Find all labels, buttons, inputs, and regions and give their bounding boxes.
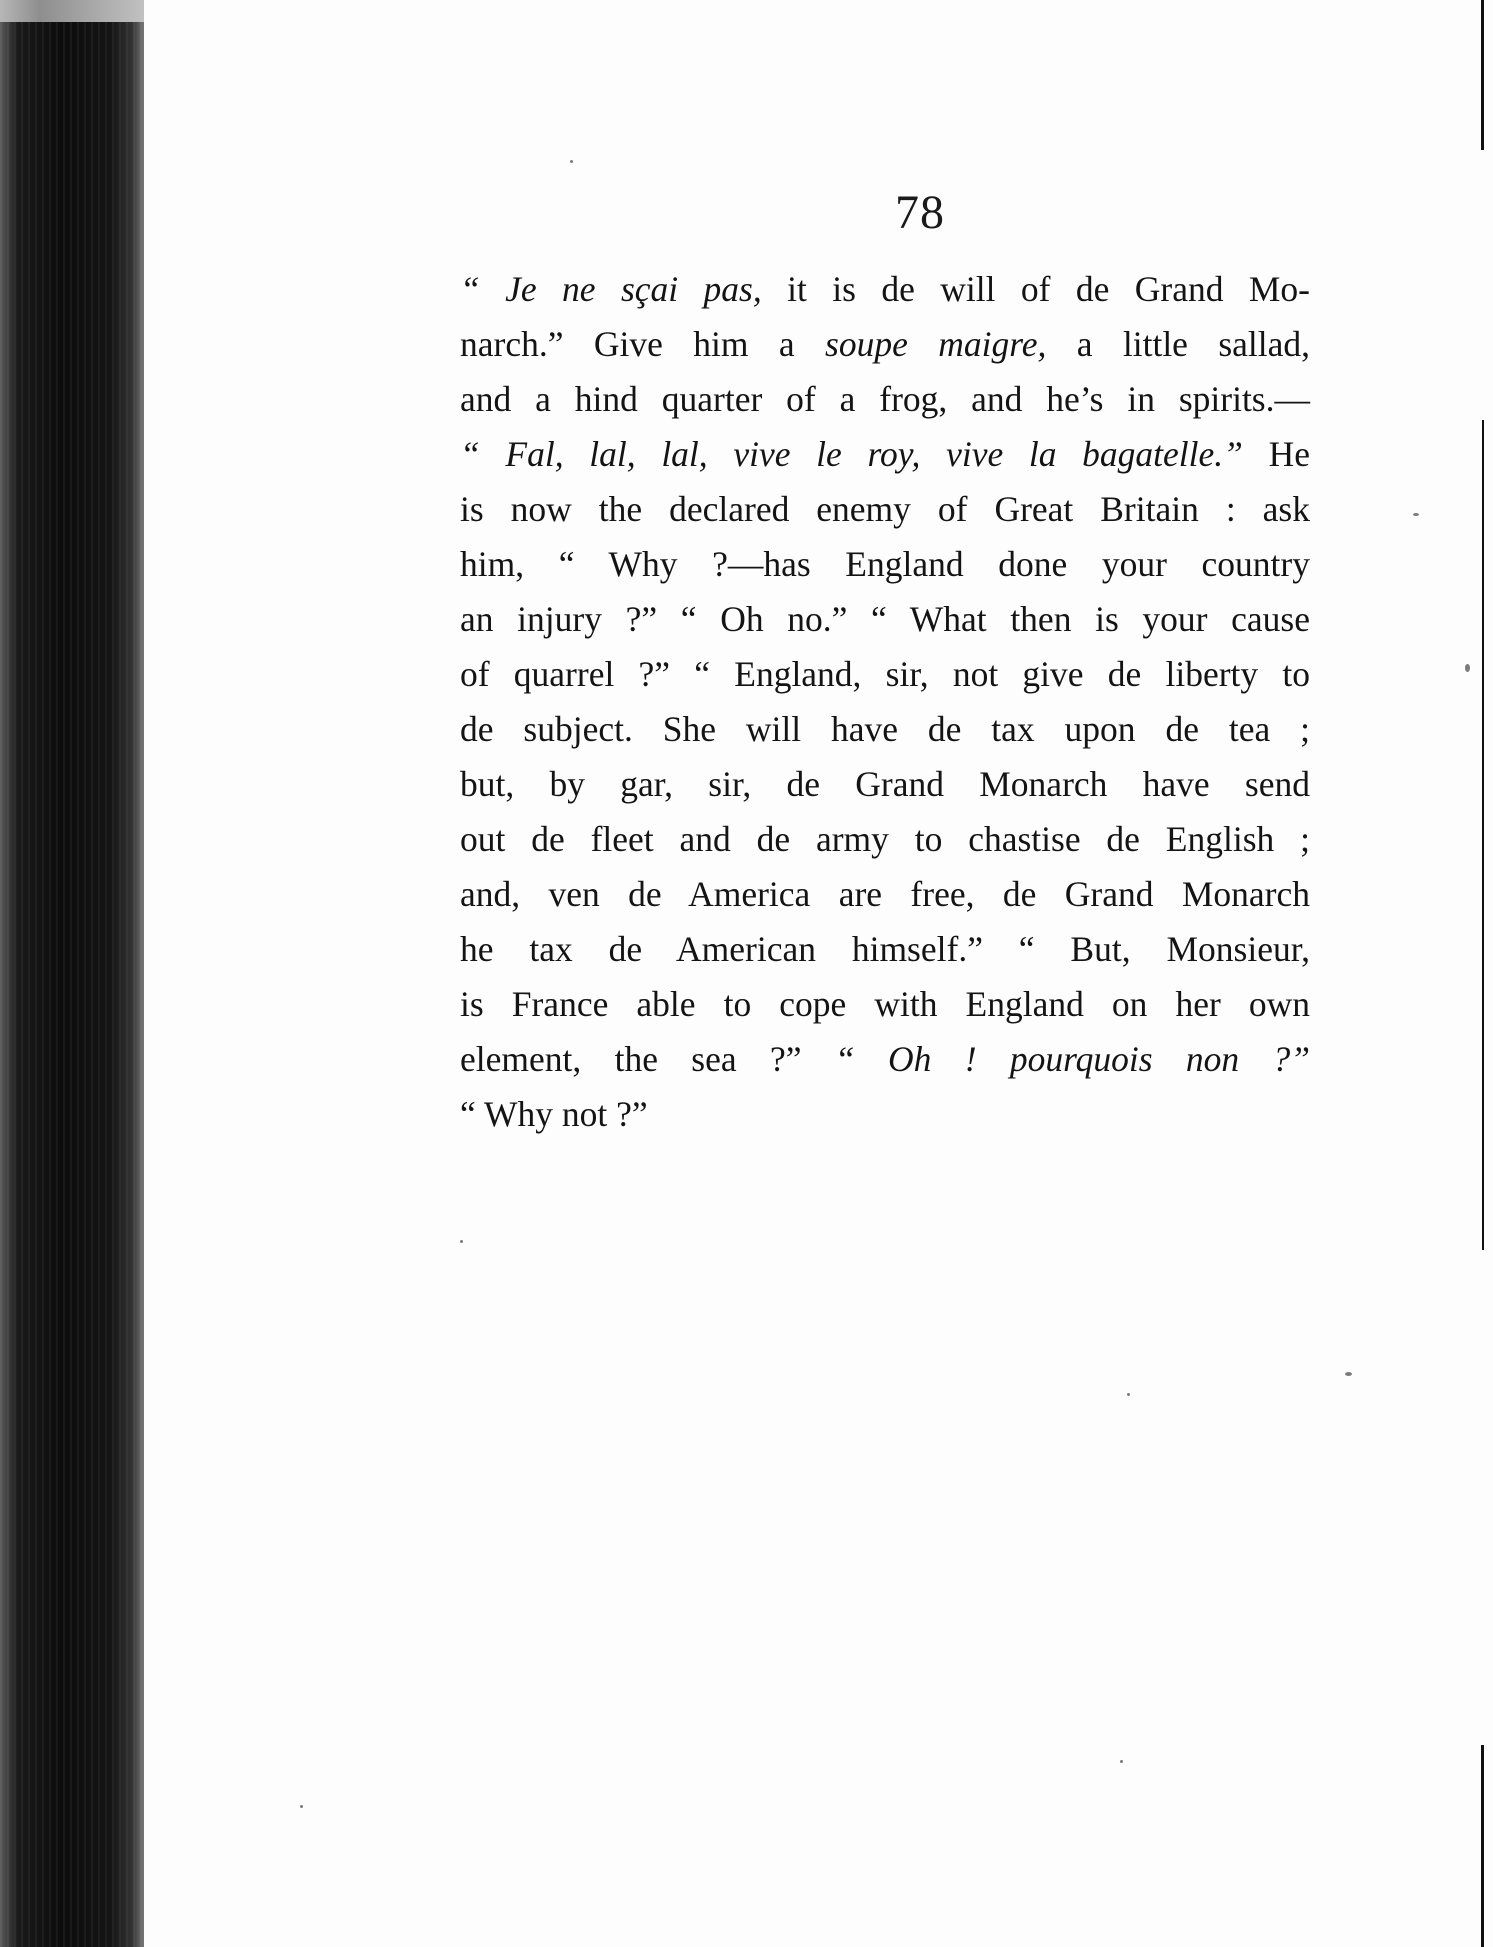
scan-edge-mark — [1482, 420, 1484, 1250]
italic-text-segment: soupe maigre, — [825, 324, 1047, 364]
text-segment: an injury ?” “ Oh no.” “ What then is your cause — [460, 599, 1310, 639]
scan-speck — [570, 160, 573, 163]
text-line — [460, 977, 1310, 1032]
text-segment: him, “ Why ?—has England done your country — [460, 544, 1310, 584]
body-text — [460, 262, 1310, 1142]
text-line — [460, 1087, 1310, 1142]
book-binding-edge — [0, 22, 144, 1947]
text-line — [460, 647, 1310, 702]
binding-shadow-top — [0, 0, 144, 22]
text-line — [460, 537, 1310, 592]
text-line — [460, 922, 1310, 977]
scan-speck — [1345, 1372, 1352, 1376]
text-line — [460, 867, 1310, 922]
scan-edge-mark — [1481, 1745, 1484, 1947]
scan-speck — [1127, 1393, 1130, 1396]
text-line — [460, 702, 1310, 757]
text-line — [460, 812, 1310, 867]
scan-speck — [460, 1240, 463, 1243]
scan-speck — [1413, 513, 1419, 516]
text-segment: a little sallad, — [1046, 324, 1310, 364]
text-segment: de subject. She will have de tax upon de tea ; — [460, 709, 1310, 749]
scan-speck — [1120, 1760, 1123, 1763]
text-segment: is France able to cope with England on her own — [460, 984, 1310, 1024]
text-segment: “ Why not ?” — [460, 1094, 648, 1134]
text-segment: He — [1242, 434, 1310, 474]
italic-text-segment: “ Fal, lal, lal, vive le roy, vive la bagatelle.” — [460, 434, 1243, 474]
page-number: 78 — [895, 186, 945, 239]
scan-edge-mark — [1481, 0, 1484, 150]
text-line — [460, 372, 1310, 427]
text-line — [460, 592, 1310, 647]
italic-text-segment: “ Je ne sçai pas, — [460, 269, 762, 309]
text-segment: and a hind quarter of a frog, and he’s in spirits.— — [460, 379, 1310, 419]
text-line — [460, 1032, 1310, 1087]
text-segment: narch.” Give him a — [460, 324, 825, 364]
text-line — [460, 262, 1310, 317]
text-line — [460, 482, 1310, 537]
text-line — [460, 427, 1310, 482]
text-segment: of quarrel ?” “ England, sir, not give de liberty to — [460, 654, 1310, 694]
italic-text-segment: “ Oh ! pourquois non ?” — [834, 1039, 1310, 1079]
text-segment: but, by gar, sir, de Grand Monarch have send — [460, 764, 1310, 804]
text-segment: is now the declared enemy of Great Britain : ask — [460, 489, 1310, 529]
text-segment: element, the sea ?” — [460, 1039, 835, 1079]
text-line — [460, 317, 1310, 372]
text-segment: it is de will of de Grand Mo- — [761, 269, 1310, 309]
text-segment: and, ven de America are free, de Grand Monarch — [460, 874, 1310, 914]
text-segment: he tax de American himself.” “ But, Monsieur, — [460, 929, 1310, 969]
scan-speck — [300, 1805, 303, 1808]
text-segment: out de fleet and de army to chastise de English ; — [460, 819, 1310, 859]
scan-speck — [1465, 664, 1470, 672]
text-line — [460, 757, 1310, 812]
